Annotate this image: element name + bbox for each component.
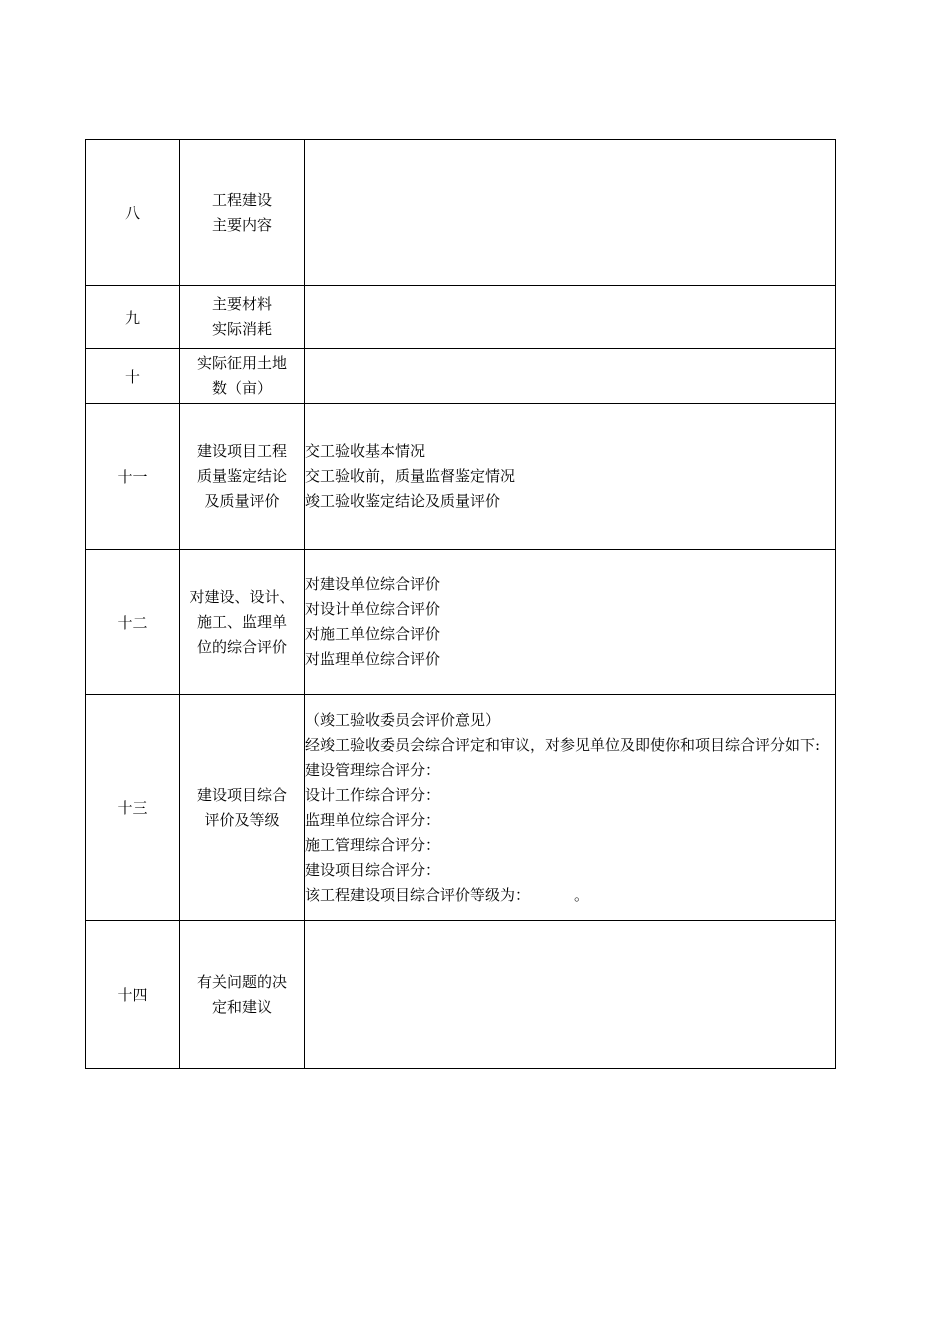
content-line: 监理单位综合评分： — [305, 810, 441, 829]
row-label-line: 有关问题的决 — [196, 972, 287, 991]
row-number: 八 — [86, 140, 180, 286]
row-label — [180, 695, 305, 921]
row-label-line: 评价及等级 — [204, 810, 280, 829]
row-number: 十四 — [86, 921, 180, 1069]
row-label-line: 位的综合评价 — [196, 637, 287, 656]
content-line: 设计工作综合评分： — [305, 785, 441, 804]
row-content-cell[interactable] — [305, 550, 836, 695]
row-content-cell[interactable] — [305, 921, 836, 1069]
row-number: 十 — [86, 349, 180, 404]
row-label — [180, 140, 305, 286]
content-line: 交工验收基本情况 — [305, 442, 426, 460]
row-number: 九 — [86, 286, 180, 349]
form-row-14 — [86, 921, 836, 1069]
content-line: 竣工验收鉴定结论及质量评价 — [305, 492, 501, 510]
row-label-line: 及质量评价 — [204, 492, 280, 510]
form-row-10 — [86, 349, 836, 404]
content-line: 对施工单位综合评价 — [305, 625, 441, 643]
row-content-cell[interactable] — [305, 695, 836, 921]
content-line: 建设管理综合评分： — [305, 760, 441, 779]
row-label-line: 数（亩） — [211, 379, 272, 397]
row-content-cell[interactable] — [305, 286, 836, 349]
row-label-line: 定和建议 — [211, 997, 272, 1016]
row-label-line: 施工、监理单 — [196, 612, 287, 631]
grade-line — [305, 883, 835, 908]
row-content-cell[interactable] — [305, 349, 836, 404]
acceptance-form-table — [85, 139, 836, 1069]
content-line: 建设项目综合评分： — [305, 860, 441, 879]
row-label — [180, 550, 305, 695]
row-label-line: 建设项目综合 — [196, 785, 287, 804]
form-row-12 — [86, 550, 836, 695]
row-content-cell[interactable] — [305, 140, 836, 286]
row-label — [180, 921, 305, 1069]
content-line: 经竣工验收委员会综合评定和审议，对参见单位及即使你和项目综合评分如下: — [305, 735, 821, 754]
row-number: 十三 — [86, 695, 180, 921]
form-row-9 — [86, 286, 836, 349]
content-line: 施工管理综合评分： — [305, 835, 441, 854]
row-label — [180, 286, 305, 349]
row-label-line: 质量鉴定结论 — [196, 467, 287, 485]
row-number: 十一 — [86, 404, 180, 550]
row-label-line: 实际消耗 — [211, 320, 272, 338]
row-label-line: 实际征用土地 — [196, 354, 287, 372]
form-row-11 — [86, 404, 836, 550]
row-label-line: 工程建设 — [211, 190, 272, 209]
grade-end-mark: 。 — [574, 885, 590, 904]
row-label-line: 主要内容 — [211, 215, 272, 234]
content-line: （竣工验收委员会评价意见） — [305, 710, 501, 729]
content-line: 交工验收前，质量监督鉴定情况 — [305, 467, 516, 485]
content-line: 对监理单位综合评价 — [305, 650, 441, 668]
row-label — [180, 404, 305, 550]
content-line: 对设计单位综合评价 — [305, 600, 441, 618]
row-label-line: 对建设、设计、 — [189, 587, 295, 606]
row-label — [180, 349, 305, 404]
row-label-line: 主要材料 — [211, 295, 272, 313]
row-label-line: 建设项目工程 — [196, 442, 287, 460]
row-number: 十二 — [86, 550, 180, 695]
form-row-13 — [86, 695, 836, 921]
form-row-8 — [86, 140, 836, 286]
content-line: 对建设单位综合评价 — [305, 575, 441, 593]
grade-label: 该工程建设项目综合评价等级为： — [305, 885, 531, 904]
row-content-cell[interactable] — [305, 404, 836, 550]
